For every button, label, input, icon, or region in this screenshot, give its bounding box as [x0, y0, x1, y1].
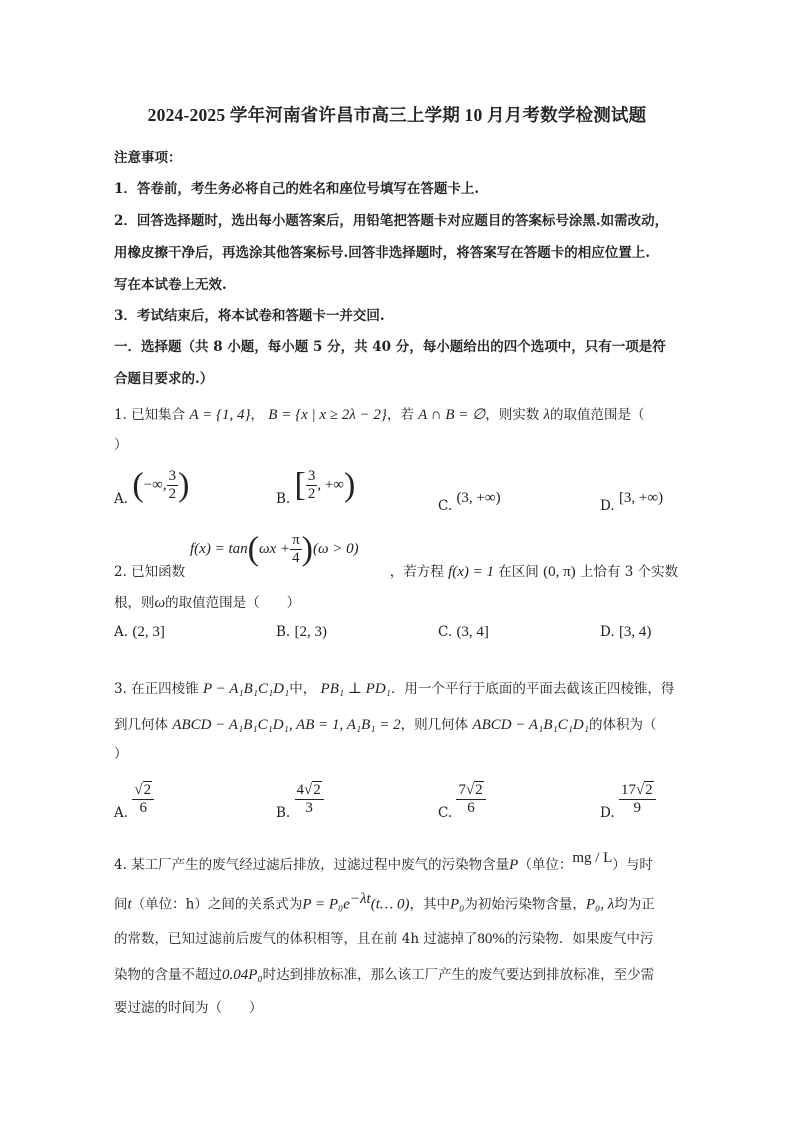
- q2-tail: 上恰有 3 个实数: [579, 564, 679, 580]
- note-2a: 2．回答选择题时，选出每小题答案后，用铅笔把答题卡对应题目的答案标号涂黑.如需改动，: [114, 213, 669, 229]
- q1-lambda: λ: [543, 407, 551, 423]
- note-1: [114, 177, 479, 197]
- q3-option-c-label: C.: [438, 805, 453, 821]
- q1-option-d[interactable]: [600, 490, 664, 514]
- note-2c: 写在本试卷上无效.: [114, 277, 227, 293]
- q4-line-5: 要过滤的时间为（ ）: [114, 1000, 263, 1016]
- q1-set-a: A = {1, 4}: [189, 407, 251, 423]
- q3-option-c[interactable]: [438, 782, 486, 821]
- q4-l2d: 为初始污染物含量，: [464, 896, 586, 913]
- q1-mid: ，若: [386, 407, 414, 423]
- sqrt-icon: √2: [465, 782, 483, 798]
- q2-line2a: 根，则: [114, 595, 155, 611]
- q3-close: ）: [114, 746, 128, 762]
- q2-option-d[interactable]: [600, 624, 651, 641]
- q3-option-c-den: 6: [467, 800, 475, 816]
- q4-l2c: ，其中: [409, 896, 450, 913]
- q4-P0-lambda: P₀, λ: [585, 896, 615, 913]
- q4-formula-tail: (t… 0): [370, 896, 410, 913]
- q2-pi: π: [292, 532, 300, 548]
- q2-in: 在区间: [498, 564, 539, 580]
- q2-option-b[interactable]: [276, 624, 327, 641]
- q2-option-b-value: [2, 3): [294, 624, 328, 640]
- q1-option-c[interactable]: [438, 490, 501, 514]
- q2-func-left: f(x) = tan: [190, 541, 248, 557]
- q3-option-b[interactable]: [276, 782, 324, 821]
- q2-option-b-label: B.: [276, 624, 291, 640]
- q4-l2a: 间: [114, 896, 128, 913]
- q1-option-b-right: , +∞: [317, 477, 344, 493]
- q3-option-b-frac: [295, 782, 324, 817]
- q4-P: P: [509, 857, 519, 873]
- q4-t: t: [127, 896, 132, 913]
- note-2b: 用橡皮擦干净后，再选涂其他答案标号.回答非选择题时，将答案写在答题卡的相应位置上.: [114, 245, 650, 261]
- q1-option-a[interactable]: A. (−∞, $\frac{3}{2}$ ): [114, 466, 190, 507]
- q2-pre: 2. 已知函数: [114, 564, 186, 580]
- q3-line2e: 的体积为（: [588, 717, 657, 733]
- page-title: 2024-2025 学年河南省许昌市高三上学期 10 月月考数学检测试题: [147, 105, 647, 125]
- q3-stem: [114, 677, 674, 698]
- q1-option-c-label: C.: [438, 498, 453, 514]
- q4-l3a: 的常数，已知过滤前后废气的体积相等，且在前 4h 过滤掉了: [114, 931, 478, 947]
- q4-formula: P = P₀e: [302, 896, 350, 913]
- q3-option-c-coef: 7: [458, 782, 466, 798]
- q4-l2b: （单位：h）之间的关系式为: [131, 896, 303, 913]
- q3-line2c: ，则几何体: [400, 717, 469, 733]
- q2-func-inner: ωx +: [258, 541, 291, 557]
- q3-option-b-den: 3: [305, 800, 313, 816]
- q2-four: 4: [292, 550, 300, 566]
- q3-option-b-coef: 4: [296, 782, 305, 798]
- q2-interval: (0, π): [543, 564, 576, 580]
- q2-option-d-value: [3, 4): [618, 624, 652, 640]
- q1-option-b-den: 2: [307, 486, 316, 502]
- section-line-2: 合题目要求的.）: [114, 371, 214, 387]
- q1-option-d-value: [3, +∞): [618, 490, 664, 506]
- q3-option-d-label: D.: [600, 805, 615, 821]
- section-line-1: 一．选择题（共 8 小题，每小题 5 分，共 40 分，每小题给出的四个选项中，只有一项是符: [114, 339, 666, 355]
- q2-line-2: [114, 591, 300, 612]
- q4-l1a: 4. 某工厂产生的废气经过滤后排放，过滤过程中废气的污染物含量: [114, 857, 510, 873]
- q1-option-c-value: (3, +∞): [456, 490, 501, 506]
- q4-limit: 0.04P₀: [222, 967, 263, 983]
- q3-option-a-rad: 2: [143, 782, 152, 798]
- q2-option-a[interactable]: [114, 624, 165, 641]
- q1-option-b-label: B.: [276, 491, 291, 507]
- q3-option-d-frac: [619, 782, 656, 817]
- q1-option-a-den: 2: [168, 486, 177, 502]
- q2-option-c-label: C.: [438, 624, 453, 640]
- q3-line2a: 到几何体: [114, 717, 168, 733]
- q2-option-a-value: (2, 3]: [132, 624, 165, 640]
- q3-option-c-frac: [456, 782, 485, 817]
- q1-option-b-num: 3: [307, 468, 316, 484]
- q3-option-d-coef: 17: [620, 782, 636, 798]
- q3-perpendicular: PB₁ ⊥ PD₁: [320, 681, 391, 697]
- q1-close: ）: [114, 437, 128, 453]
- q1-option-a-label: A.: [114, 491, 129, 507]
- q3-line2d: ABCD − A₁B₁C₁D₁: [472, 717, 589, 733]
- q1-option-a-frac: [167, 468, 179, 503]
- q4-line-2: [114, 891, 655, 914]
- q3-tail: ．用一个平行于底面的平面去截该正四棱锥，得: [390, 681, 675, 697]
- q2-condition: (ω > 0): [312, 541, 359, 557]
- q2-equation: f(x) = 1: [448, 564, 494, 580]
- q2-option-c-value: (3, 4]: [456, 624, 489, 640]
- q4-line-4: [114, 963, 654, 984]
- q3-line2b: ABCD − A₁B₁C₁D₁, AB = 1, A₁B₁ = 2: [172, 717, 401, 733]
- q1-option-b-frac: [306, 468, 318, 503]
- q3-line-2: [114, 713, 656, 734]
- q1-condition: A ∩ B = ∅: [418, 407, 486, 423]
- q2-option-c[interactable]: [438, 624, 489, 641]
- q1-option-d-label: D.: [600, 498, 615, 514]
- q3-option-d-den: 9: [633, 800, 642, 816]
- q4-P0: P₀: [449, 896, 465, 913]
- q1-post: ，则实数: [485, 407, 540, 423]
- q2-function: f(x) = tan(ωx + $\frac{\pi}{4}$ )(ω > 0): [190, 530, 359, 568]
- q3-option-a-label: A.: [114, 805, 129, 821]
- q3-pre: 3. 在正四棱锥: [114, 681, 199, 697]
- q2-omega: ω: [154, 595, 166, 611]
- note-3: 3．考试结束后，将本试卷和答题卡一并交回.: [114, 308, 385, 324]
- q3-option-a-frac: [132, 782, 154, 817]
- q4-exponent: −λt: [349, 891, 371, 907]
- q4-l3b: 的污染物．如果废气中污: [504, 931, 654, 947]
- q1-pre: 1. 已知集合: [114, 407, 186, 423]
- q4-percent: 80%: [477, 931, 505, 947]
- note-1-text: 1．答卷前，考生务必将自己的姓名和座位号填写在答题卡上.: [114, 181, 480, 197]
- q4-l4a: 染物的含量不超过: [114, 967, 222, 983]
- q1-set-b: B = {x | x ≥ 2λ − 2}: [268, 407, 387, 423]
- notes-heading: 注意事项：: [114, 150, 182, 166]
- q3-option-a-den: 6: [139, 800, 147, 816]
- q1-option-a-left: −∞,: [143, 477, 167, 493]
- q3-option-d-rad: 2: [645, 782, 653, 798]
- q1-sep: ，: [250, 407, 264, 423]
- q4-l4b: 时达到排放标准，那么该工厂产生的废气要达到排放标准，至少需: [262, 967, 655, 983]
- q2-option-a-label: A.: [114, 624, 129, 640]
- q4-l1b: （单位：: [518, 857, 573, 873]
- q1-stem: [114, 403, 645, 424]
- sqrt-icon: √2: [134, 782, 152, 798]
- sqrt-icon: √2: [635, 782, 653, 798]
- q4-line-3: [114, 927, 653, 948]
- q3-option-b-rad: 2: [313, 782, 321, 798]
- q3-mid: 中，: [289, 681, 317, 697]
- q1-tail: 的取值范围是（: [550, 407, 645, 423]
- q1-option-a-num: 3: [168, 468, 177, 484]
- q2-line2b: 的取值范围是（ ）: [165, 595, 301, 611]
- q4-unit: mg / L: [572, 850, 613, 866]
- q4-l2e: 均为正: [614, 896, 655, 913]
- q4-line-1: [114, 850, 653, 874]
- q3-option-d[interactable]: [600, 782, 656, 821]
- q4-l1c: ）与时: [612, 857, 653, 873]
- q2-stem: [114, 560, 678, 581]
- q2-option-d-label: D.: [600, 624, 615, 640]
- q3-option-a[interactable]: [114, 782, 154, 821]
- q1-option-b[interactable]: B. [ $\frac{3}{2}$ , +∞): [276, 466, 356, 507]
- sqrt-icon: √2: [304, 782, 321, 798]
- q3-pyramid: P − A₁B₁C₁D₁: [202, 681, 290, 697]
- q3-option-c-rad: 2: [475, 782, 483, 798]
- q3-option-b-label: B.: [276, 805, 291, 821]
- q2-mid: ，若方程: [389, 564, 444, 580]
